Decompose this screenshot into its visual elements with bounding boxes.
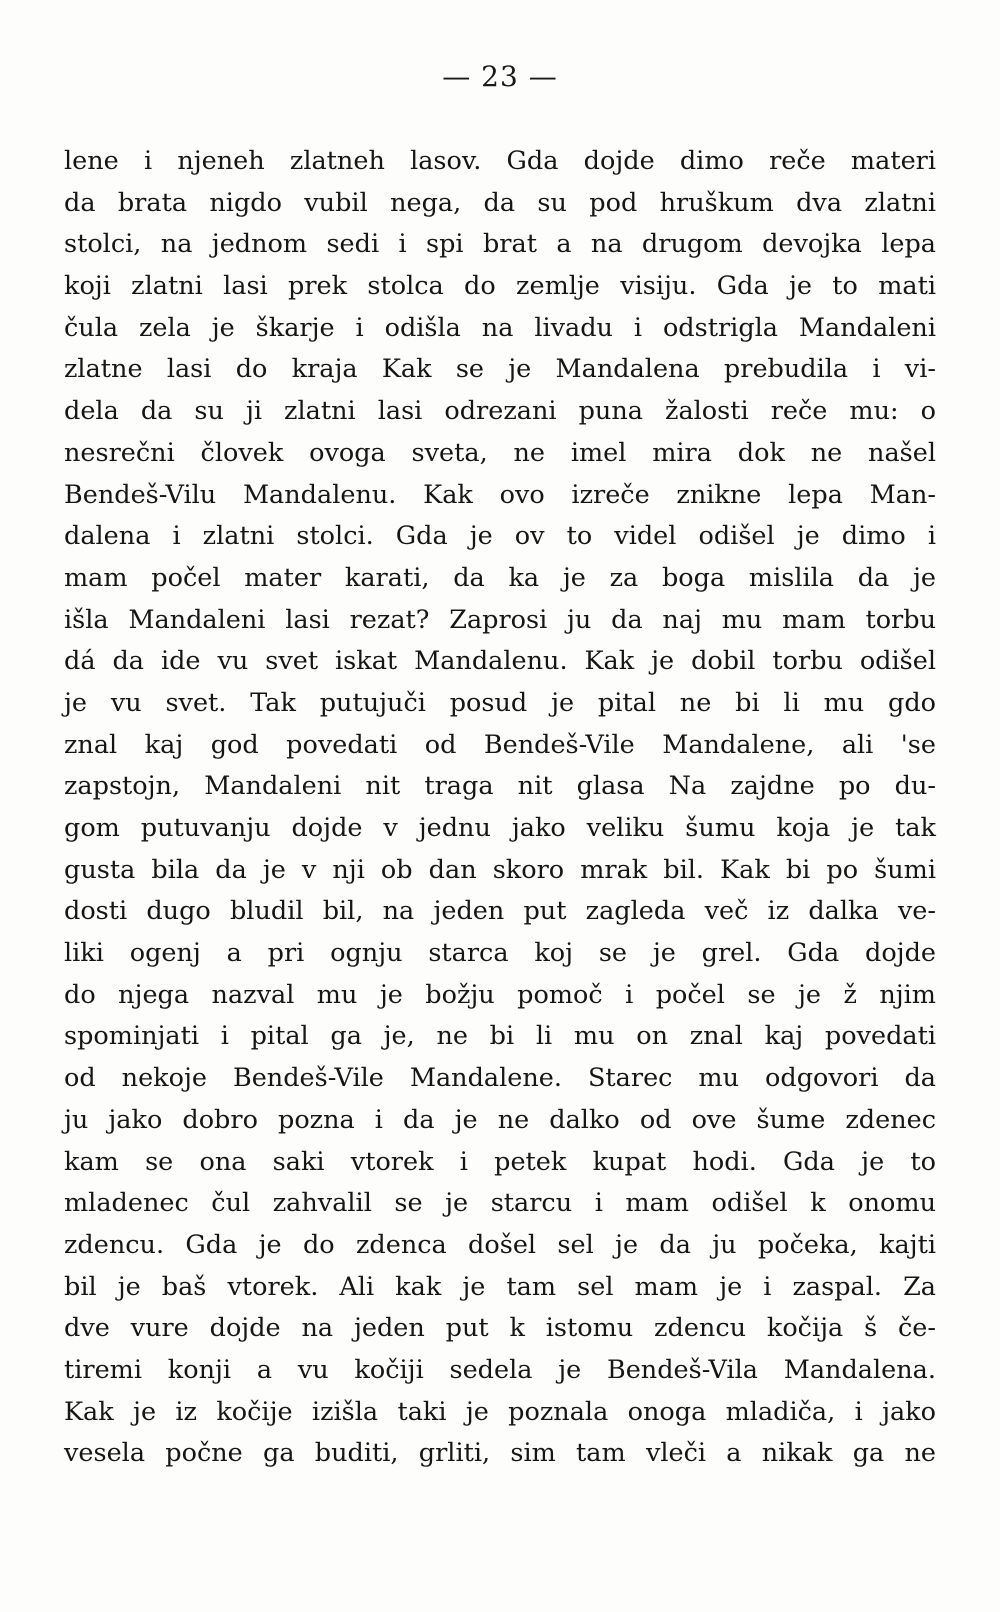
text-line: dá da ide vu svet iskat Mandalenu. Kak je dobil torbu odišel xyxy=(64,646,936,677)
text-line: zapstojn, Mandaleni nit traga nit glasa Na zajdne po du- xyxy=(64,771,936,802)
text-line: ju jako dobro pozna i da je ne dalko od ove šume zdenec xyxy=(64,1104,936,1135)
text-line: vesela počne ga buditi, grliti, sim tam vleči a nikak ga ne xyxy=(64,1438,936,1469)
text-line: da brata nigdo vubil nega, da su pod hruškum dva zlatni xyxy=(64,187,936,218)
text-line: tiremi konji a vu kočiji sedela je Bendeš-Vila Mandalena. xyxy=(64,1354,936,1385)
text-line: nesrečni človek ovoga sveta, ne imel mira dok ne našel xyxy=(64,437,936,468)
body-text xyxy=(64,141,936,1475)
text-line: do njega nazval mu je božju pomoč i počel se je ž njim xyxy=(64,979,936,1010)
text-line: lene i njeneh zlatneh lasov. Gda dojde dimo reče materi xyxy=(64,146,936,176)
text-line: od nekoje Bendeš-Vile Mandalene. Starec mu odgovori da xyxy=(64,1063,936,1094)
text-line: znal kaj god povedati od Bendeš-Vile Mandalene, ali 'se xyxy=(64,729,936,760)
text-line: mam počel mater karati, da ka je za boga mislila da je xyxy=(64,562,936,593)
text-line: zlatne lasi do kraja Kak se je Mandalena prebudila i vi- xyxy=(64,354,936,385)
text-line: je vu svet. Tak putujuči posud je pital ne bi li mu gdo xyxy=(64,687,936,718)
text-line: dve vure dojde na jeden put k istomu zdencu kočija š če- xyxy=(64,1313,936,1344)
text-line: mladenec čul zahvalil se je starcu i mam odišel k onomu xyxy=(64,1188,936,1219)
text-line: dosti dugo bludil bil, na jeden put zagleda več iz dalka ve- xyxy=(64,896,936,927)
text-line: dalena i zlatni stolci. Gda je ov to videl odišel je dimo i xyxy=(64,521,936,552)
text-line: kam se ona saki vtorek i petek kupat hodi. Gda je to xyxy=(64,1146,936,1177)
text-line: koji zlatni lasi prek stolca do zemlje visiju. Gda je to mati xyxy=(64,271,936,302)
text-line: išla Mandaleni lasi rezat? Zaprosi ju da naj mu mam torbu xyxy=(64,604,936,635)
text-line: Bendeš-Vilu Mandalenu. Kak ovo izreče znikne lepa Man- xyxy=(64,479,936,510)
text-line: čula zela je škarje i odišla na livadu i odstrigla Mandaleni xyxy=(64,312,936,343)
text-line: stolci, na jednom sedi i spi brat a na drugom devojka lepa xyxy=(64,229,936,260)
text-line: Kak je iz kočije izišla taki je poznala onoga mladiča, i jako xyxy=(64,1396,936,1427)
text-line: gom putuvanju dojde v jednu jako veliku šumu koja je tak xyxy=(64,813,936,843)
page-number: — 23 — xyxy=(442,60,558,93)
text-line: spominjati i pital ga je, ne bi li mu on znal kaj povedati xyxy=(64,1021,936,1052)
text-line: zdencu. Gda je do zdenca došel sel je da ju počeka, kajti xyxy=(64,1229,936,1260)
text-line: bil je baš vtorek. Ali kak je tam sel mam je i zaspal. Za xyxy=(64,1271,936,1302)
text-line: liki ogenj a pri ognju starca koj se je grel. Gda dojde xyxy=(64,938,936,969)
text-line: dela da su ji zlatni lasi odrezani puna žalosti reče mu: o xyxy=(64,396,936,427)
text-line: gusta bila da je v nji ob dan skoro mrak bil. Kak bi po šumi xyxy=(64,854,936,885)
